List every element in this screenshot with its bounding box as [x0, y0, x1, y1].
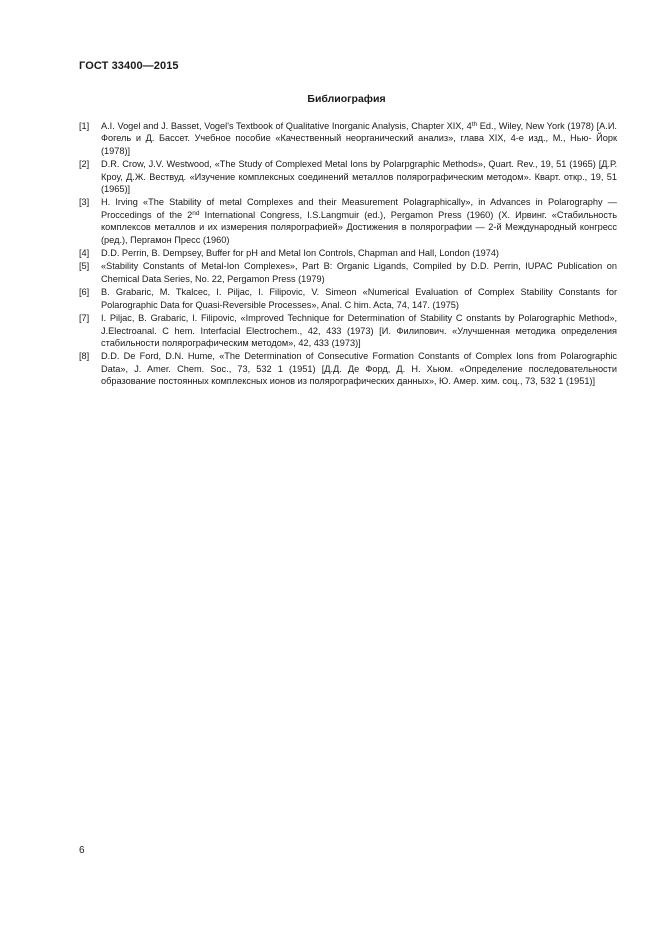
entry-text-part: H. Irving «The Stability of metal Complexes and their Measurement Polagraphically», in Advances in Polarography — Proccedings of the 2 — [101, 197, 617, 220]
entry-text-part: «Stability Constants of Metal-Ion Complexes», Part B: Organic Ligands, Compiled by D.D. Perrin, IUPAC Publication on Chemical Data Series, No. 22, Pergamon Press (1979) — [101, 261, 617, 284]
entry-number: [2] — [79, 159, 90, 170]
entry-text — [101, 260, 617, 285]
bibliography-entry — [79, 260, 617, 285]
bibliography-entry — [79, 350, 617, 387]
entry-text-part: B. Grabaric, M. Tkalcec, I. Piljac, I. Filipovic, V. Simeon «Numerical Evaluation of Complex Stability Constants for Polarographic Data for Quasi-Reversible Processes», Anal. C him. Acta, 74, 147. (1975) — [101, 287, 617, 310]
entry-text-part: International Congress, I.S.Langmuir (ed.), Pergamon Press (1960) (X. Ирвинг. «Стабильность комплексов металлов и их измерения полярографией» Достижения в полярографии — 2-й Международный конгресс (ред.), Пергамон Пресс (1960) — [101, 209, 617, 245]
bibliography-entry — [79, 120, 617, 157]
bibliography-entry — [79, 312, 617, 349]
bibliography-list — [79, 120, 617, 389]
entry-number: [6] — [79, 287, 90, 298]
entry-text — [101, 247, 617, 259]
entry-text — [101, 286, 617, 311]
entry-text-part: D.D. Perrin, B. Dempsey, Buffer for pH and Metal Ion Controls, Chapman and Hall, London (1974) — [101, 248, 499, 259]
entry-text-part: D.R. Crow, J.V. Westwood, «The Study of Complexed Metal Ions by Polarpgraphic Methods», Quart. Rev., 19, 51 (1965) [Д.Р. Кроу, Д.Ж. Вествуд. «Изучение комплексных соединений металлов полярографическим методом». Кварт. откр., 19, 51 (1965)] — [101, 159, 617, 195]
entry-text — [101, 120, 617, 157]
entry-superscript: nd — [192, 209, 200, 217]
entry-text — [101, 158, 617, 195]
entry-text-part: Ed., Wiley, New York (1978) [А.И. Фогель и Д. Бассет. Учебное пособие «Качественный неорганический анализ», глава XIX, 4-е изд., М., Нью- Йорк (1978)] — [101, 121, 617, 156]
entry-superscript: th — [471, 121, 478, 128]
document-code: ГОСТ 33400—2015 — [79, 60, 179, 72]
section-title: Библиография — [307, 93, 386, 105]
entry-number: [7] — [79, 313, 90, 324]
entry-text — [101, 312, 617, 349]
entry-text — [101, 196, 617, 246]
entry-number: [3] — [79, 197, 90, 208]
bibliography-entry — [79, 158, 617, 195]
bibliography-entry — [79, 286, 617, 311]
entry-text-part: A.I. Vogel and J. Basset, Vogel's Textbook of Qualitative Inorganic Analysis, Chapter XIX, 4 — [101, 121, 472, 131]
entry-number: [8] — [79, 351, 90, 362]
bibliography-entry — [79, 196, 617, 246]
entry-number: [4] — [79, 248, 90, 259]
page-number: 6 — [79, 845, 85, 856]
entry-text-part: I. Piljac, B. Grabaric, I. Filipovic, «Improved Technique for Determination of Stability C onstants by Polarographic Method», J.Electroanal. C hem. Interfacial Electrochem., 42, 433 (1973) [И. Филипович. «Улучшенная методика определения стабильности полярографическим методом», 42, 433 (1973)] — [101, 313, 617, 348]
entry-number: [1] — [79, 121, 90, 131]
entry-number: [5] — [79, 261, 90, 272]
bibliography-entry — [79, 247, 617, 259]
entry-text-part: D.D. De Ford, D.N. Hume, «The Determination of Consecutive Formation Constants of Complex Ions from Polarographic Data», J. Amer. Chem. Soc., 73, 532 1 (1951) [Д.Д. Де Форд, Д. Н. Хьюм. «Определение последовательности образование постоянных комплексных ионов из полярографических данных», Ю. Амер. хим. соц., 73, 532 1 (1951)] — [101, 351, 617, 387]
entry-text — [101, 350, 617, 387]
